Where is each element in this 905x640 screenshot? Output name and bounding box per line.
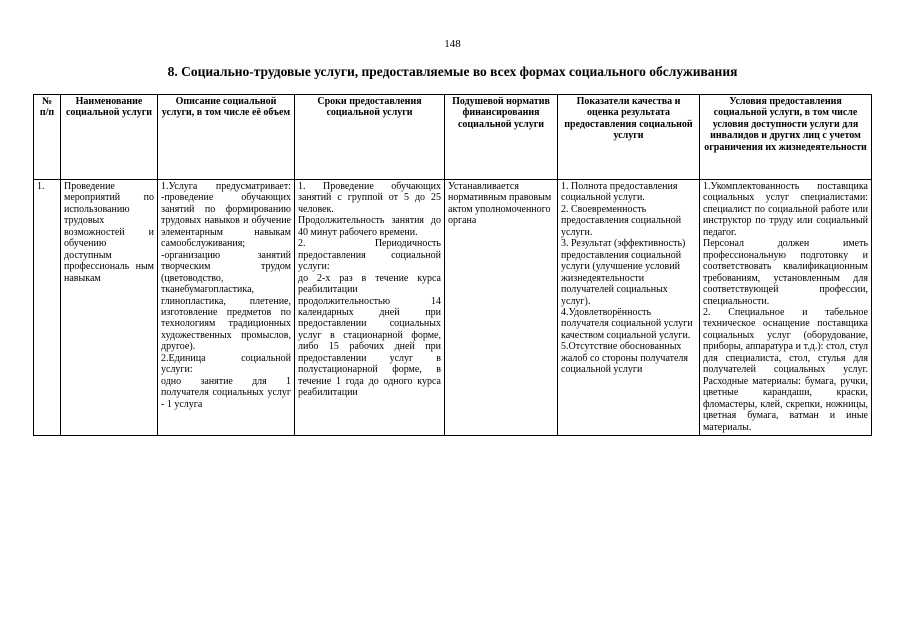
terms-paragraph: 2. Периодичность предоставления социальной услуги: [298,238,441,273]
cell-service-name: Проведение мероприятий по использованию трудовых возможностей и обучению доступным профессиональ ным навыкам [61,180,158,436]
cell-quality [558,180,700,436]
cell-number: 1. [34,180,61,436]
cell-terms [295,180,445,436]
conditions-paragraph: 2. Специальное и табельное техническое оснащение поставщика социальных услуг (оборудование, приборы, аппаратура и т.д.): стол, стул для специалиста, стол, стулья для получателей социальных услуг. Расходные материалы: бумага, ручки, цветные карандаши, краски, фломастеры, клей, скрепки, ножницы, цветная бумага, ватман и иные материалы. [703,306,868,433]
quality-paragraph: 3. Результат (эффективность) предоставления социальной услуги (улучшение условий жизнедеятельности получателей социальных услуг). [561,238,686,307]
description-paragraph: 1.Услуга предусматривает: -проведение обучающих занятий по формированию трудовых навыков и обучение элементарным навыкам самообслуживания; -организацию занятий творческим трудом (цветоводство, тканебумагопластика, глинопластика, плетение, изготовление предметов по технологиям традиционных художественных промыслов, другое). [161,181,291,353]
cell-description [158,180,295,436]
quality-paragraph: 5.Отсутствие обоснованных жалоб со стороны получателя социальной услуги [561,341,689,376]
table-header-row [34,95,872,180]
quality-paragraph: 1. Полнота предоставления социальной услуги. [561,181,678,204]
header-quality: Показатели качества и оценка результата предоставления социальной услуги [558,95,700,180]
header-service-name: Наименование социальной услуги [61,95,158,180]
quality-paragraph: 4.Удовлетворённость получателя социальной услуги качеством социальной услуги. [561,306,693,341]
description-paragraph: одно занятие для 1 получателя социальных услуг - 1 услуга [161,375,291,410]
quality-paragraph: 2. Своевременность предоставления социальной услуги. [561,203,682,238]
services-table [33,94,872,436]
header-conditions: Условия предоставления социальной услуги, в том числе условия доступности услуги для инвалидов и других лиц с учетом ограничения их жизнедеятельности [700,95,872,180]
terms-paragraph: Продолжительность занятия до 40 минут рабочего времени. [298,215,441,238]
terms-paragraph: до 2-х раз в течение курса реабилитации продолжительностью 14 календарных дней при предоставлении социальных услуг в стационарной форме, либо 15 рабочих дней при предоставлении услуг в полустационарной форме, в течение 1 года до одного курса реабилитации [298,272,441,399]
page-number: 148 [444,38,461,50]
header-number: № п/п [34,95,61,180]
header-description: Описание социальной услуги, в том числе её объем [158,95,295,180]
table-row [34,180,872,436]
conditions-paragraph: Персонал должен иметь профессиональную подготовку и соответствовать квалификационным требованиям, установленным для соответствующей профессии, специальности. [703,238,868,307]
header-financing: Подушевой норматив финансирования социальной услуги [445,95,558,180]
terms-paragraph: 1. Проведение обучающих занятий с группой от 5 до 25 человек. [298,181,441,215]
description-paragraph: 2.Единица социальной услуги: [161,352,291,376]
cell-financing: Устанавливается нормативным правовым актом уполномоченного органа [445,180,558,436]
header-terms: Сроки предоставления социальной услуги [295,95,445,180]
conditions-paragraph: 1.Укомплектованность поставщика социальных услуг специалистами: специалист по социальной работе или инструктор по труду или социальный педагог. [703,181,868,238]
document-title: 8. Социально-трудовые услуги, предоставляемые во всех формах социального обслуживания [167,64,738,79]
cell-conditions [700,180,872,436]
